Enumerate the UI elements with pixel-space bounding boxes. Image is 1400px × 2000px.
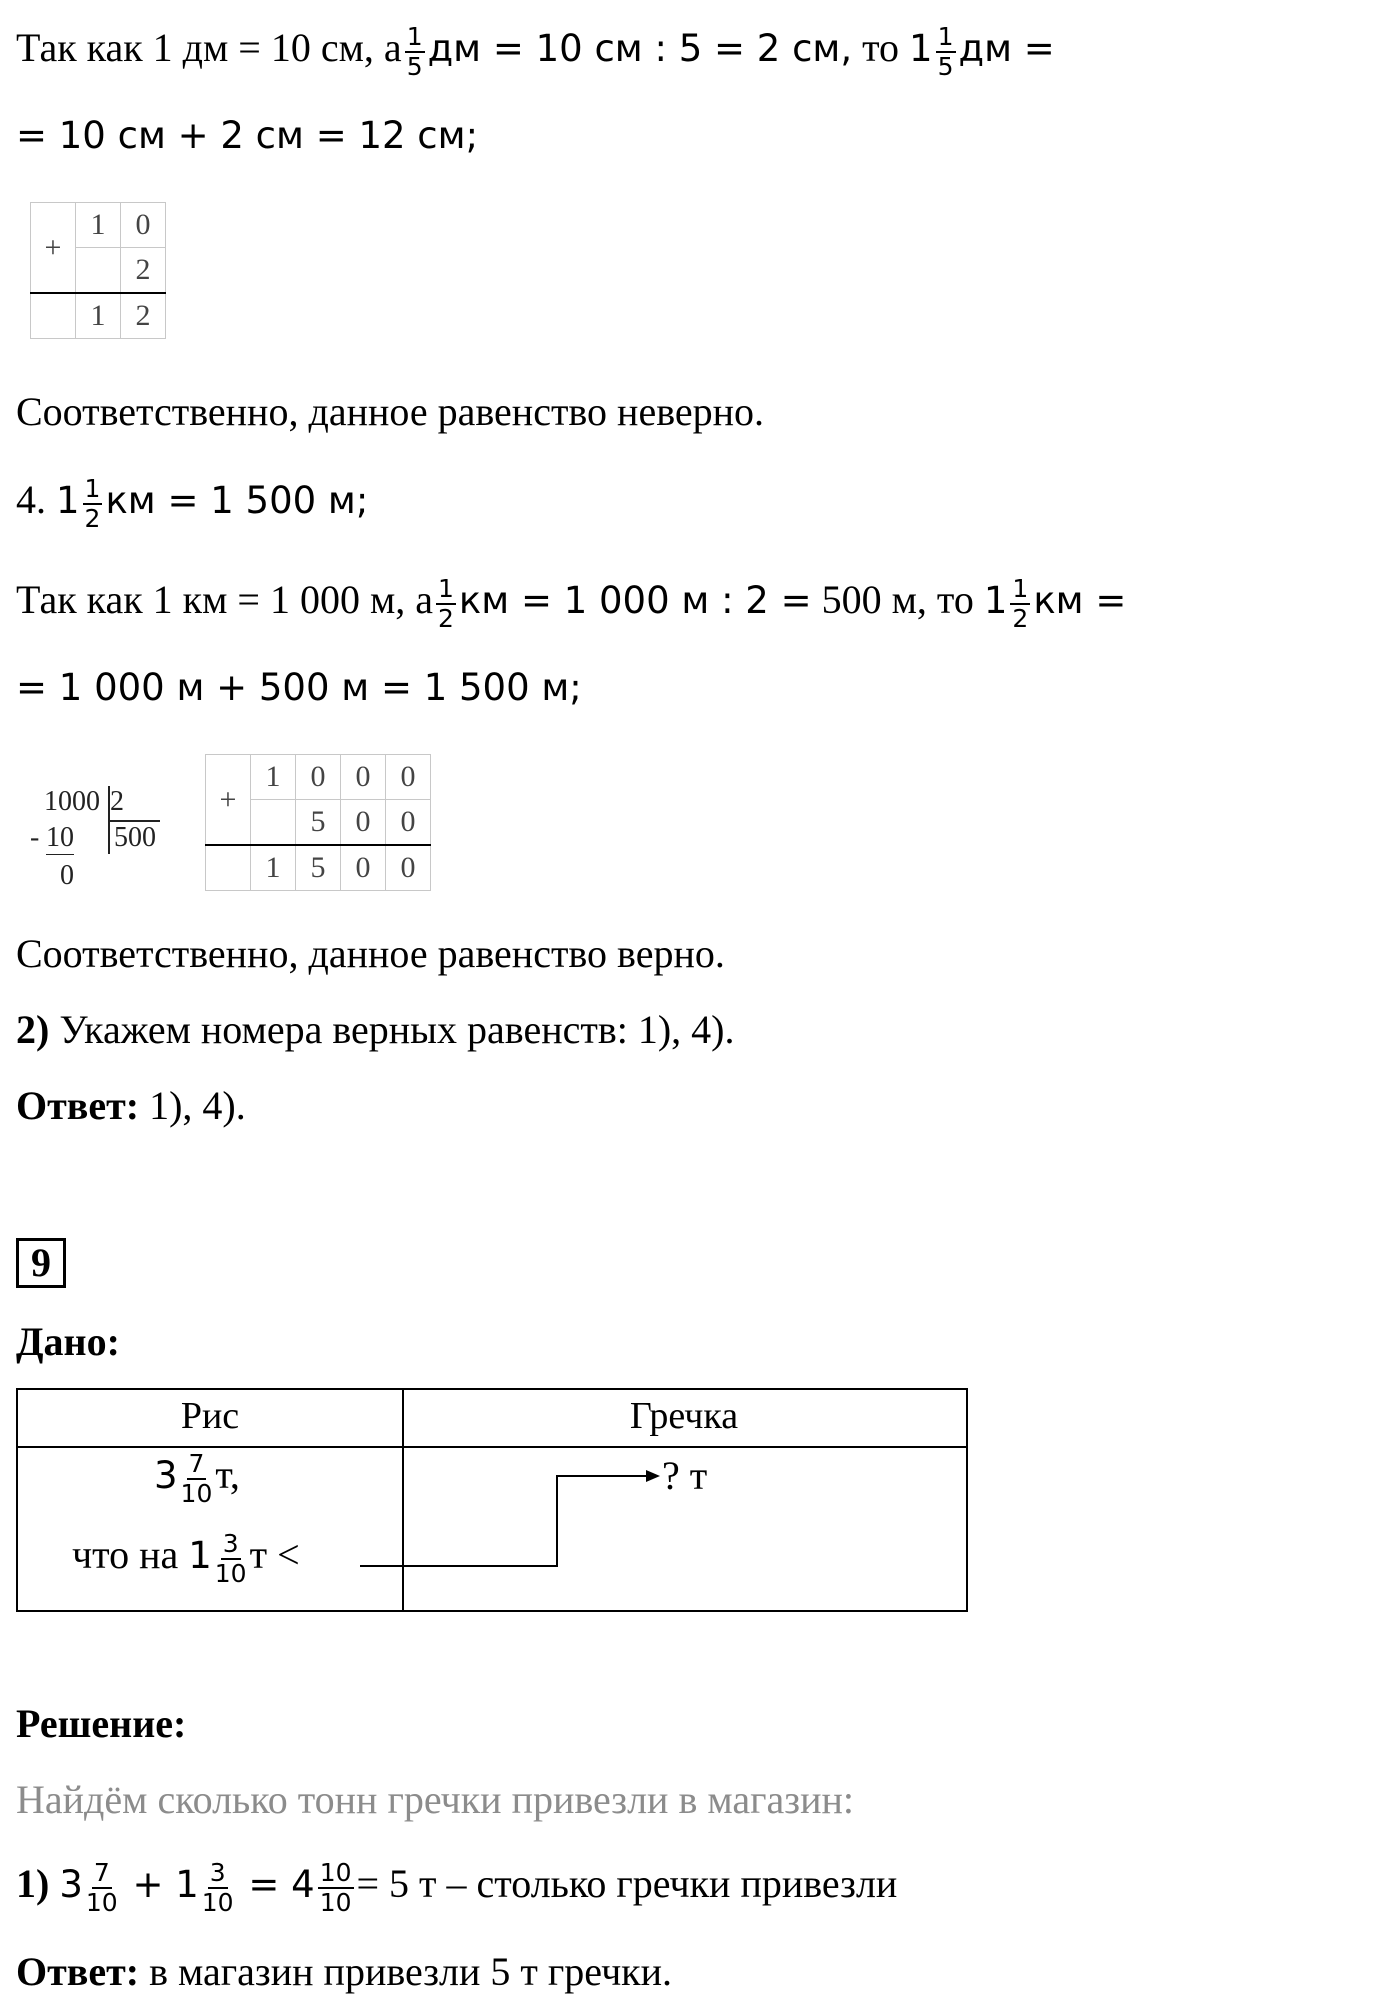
column-header-buckwheat: Гречка [629, 1395, 739, 1437]
text-line-4: = 1 000 м + 500 м = 1 500 м; [16, 666, 582, 709]
task-number: 9 [16, 1238, 66, 1288]
addition-column-1: + 1 0 2 1 2 [30, 202, 166, 339]
given-table [16, 1388, 968, 1612]
fraction: $\frac{1}{2}$ [1012, 573, 1029, 633]
given-label: Дано: [16, 1319, 120, 1364]
solution-label: Решение: [16, 1701, 187, 1746]
fraction: $\frac{1}{2}$ [84, 473, 101, 533]
item-4: 4. 1 $\frac{1}{2}$ км = 1 500 м; [16, 473, 369, 533]
rice-comparison: что на 1 $\frac{3}{10}$ т < [72, 1529, 300, 1588]
solution-intro: Найдём сколько тонн гречки привезли в магазин: [16, 1777, 855, 1822]
addition-column-2: + 1 0 0 0 5 0 0 1 5 0 0 [205, 754, 431, 891]
fraction: $\frac{1}{2}$ [438, 573, 454, 633]
buckwheat-unknown: ? т [662, 1453, 708, 1498]
fraction: $\frac{1}{5}$ [937, 21, 954, 81]
text-line-2: = 10 см + 2 см = 12 см; [16, 114, 479, 157]
text-line-3: Так как 1 км = 1 000 м, а $\frac{1}{2}$ км = 1 000 м : 2 = 500 м, то 1 $\frac{1}{2}$ км = [16, 573, 1127, 633]
answer-1: Ответ: 1), 4). [16, 1083, 246, 1128]
step-1: 1) 3 $\frac{7}{10}$ + 1 $\frac{3}{10}$ = 4 $\frac{10}{10}$ = 5 т – столько гречки привезли [16, 1857, 898, 1917]
answer-2: Ответ: в магазин привезли 5 т гречки. [16, 1949, 673, 1994]
rice-amount: 3 $\frac{7}{10}$ т, [154, 1449, 240, 1508]
comparison-arrow [18, 1390, 966, 1610]
step-2: 2) Укажем номера верных равенств: 1), 4). [16, 1007, 735, 1052]
long-division: - 1000 2 10 500 0 [30, 776, 170, 906]
conclusion-2: Соответственно, данное равенство верно. [16, 931, 725, 976]
conclusion-1: Соответственно, данное равенство неверно. [16, 389, 765, 434]
fraction: $\frac{1}{5}$ [406, 21, 423, 81]
column-header-rice: Рис [180, 1395, 240, 1437]
text-line-1: Так как 1 дм = 10 см, а $\frac{1}{5}$ дм = 10 см : 5 = 2 см, то 1 $\frac{1}{5}$ дм = [16, 21, 1055, 81]
